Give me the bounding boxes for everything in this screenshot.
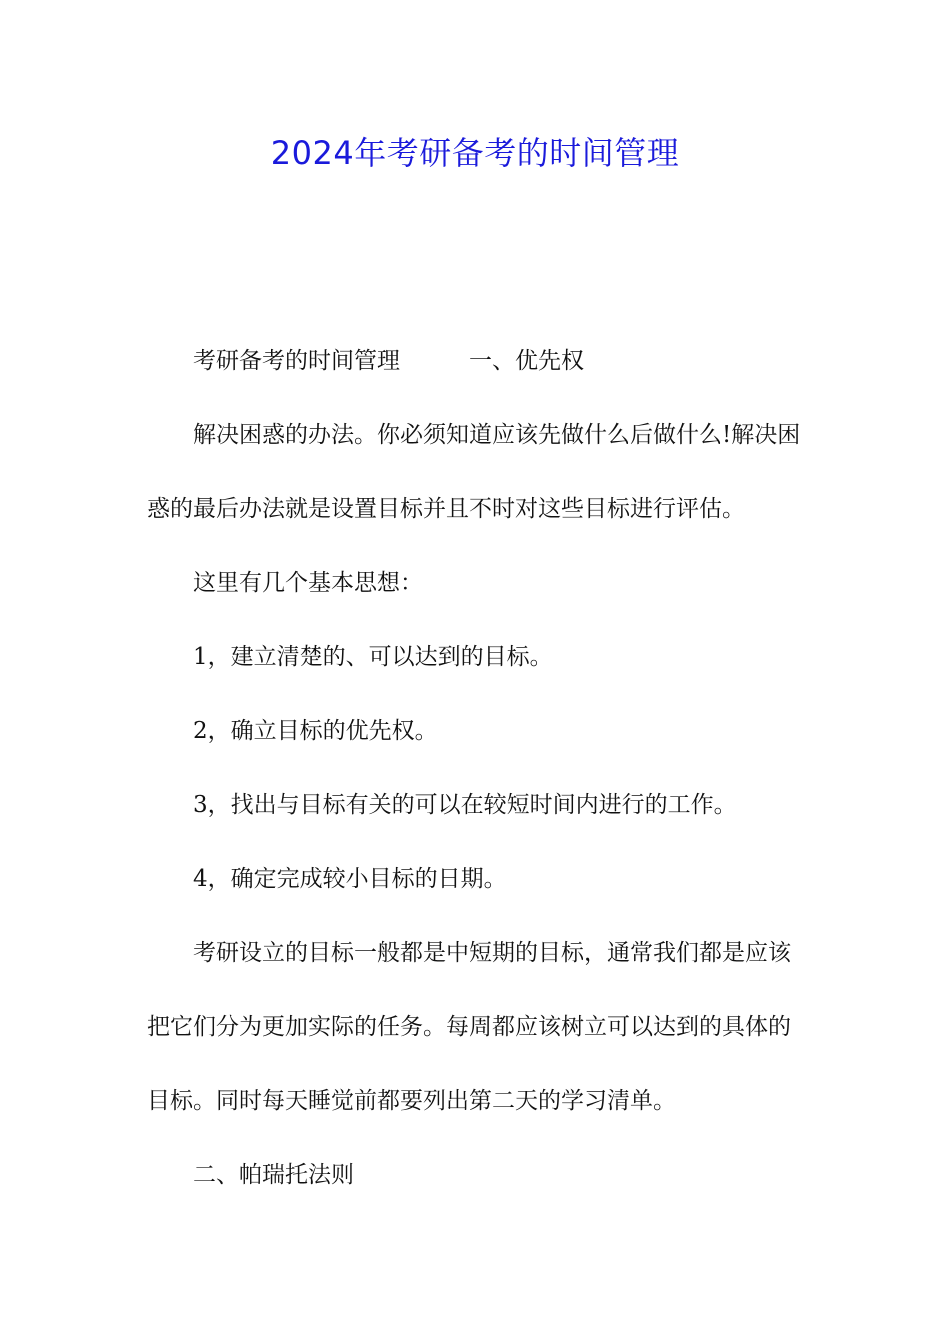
list-item: 4，确定完成较小目标的日期。	[193, 866, 507, 892]
list-item: 2，确立目标的优先权。	[193, 718, 438, 744]
paragraph: 考研设立的目标一般都是中短期的目标，通常我们都是应该把它们分为更加实际的任务。每周都应该树立可以达到的具体的目标。同时每天睡觉前都要列出第二天的学习清单。	[147, 940, 791, 1114]
paragraph: 解决困惑的办法。你必须知道应该先做什么后做什么!解决困惑的最后办法就是设置目标并且不时对这些目标进行评估。	[147, 422, 801, 522]
document-body	[147, 336, 812, 1224]
paragraph-heading-1: 考研备考的时间管理 一、优先权	[193, 348, 584, 374]
list-item: 1，建立清楚的、可以达到的目标。	[193, 644, 553, 670]
document-title: 2024年考研备考的时间管理	[270, 134, 680, 172]
list-item: 3，找出与目标有关的可以在较短时间内进行的工作。	[193, 792, 737, 818]
paragraph: 这里有几个基本思想：	[193, 570, 423, 596]
section-heading: 二、帕瑞托法则	[193, 1162, 354, 1188]
